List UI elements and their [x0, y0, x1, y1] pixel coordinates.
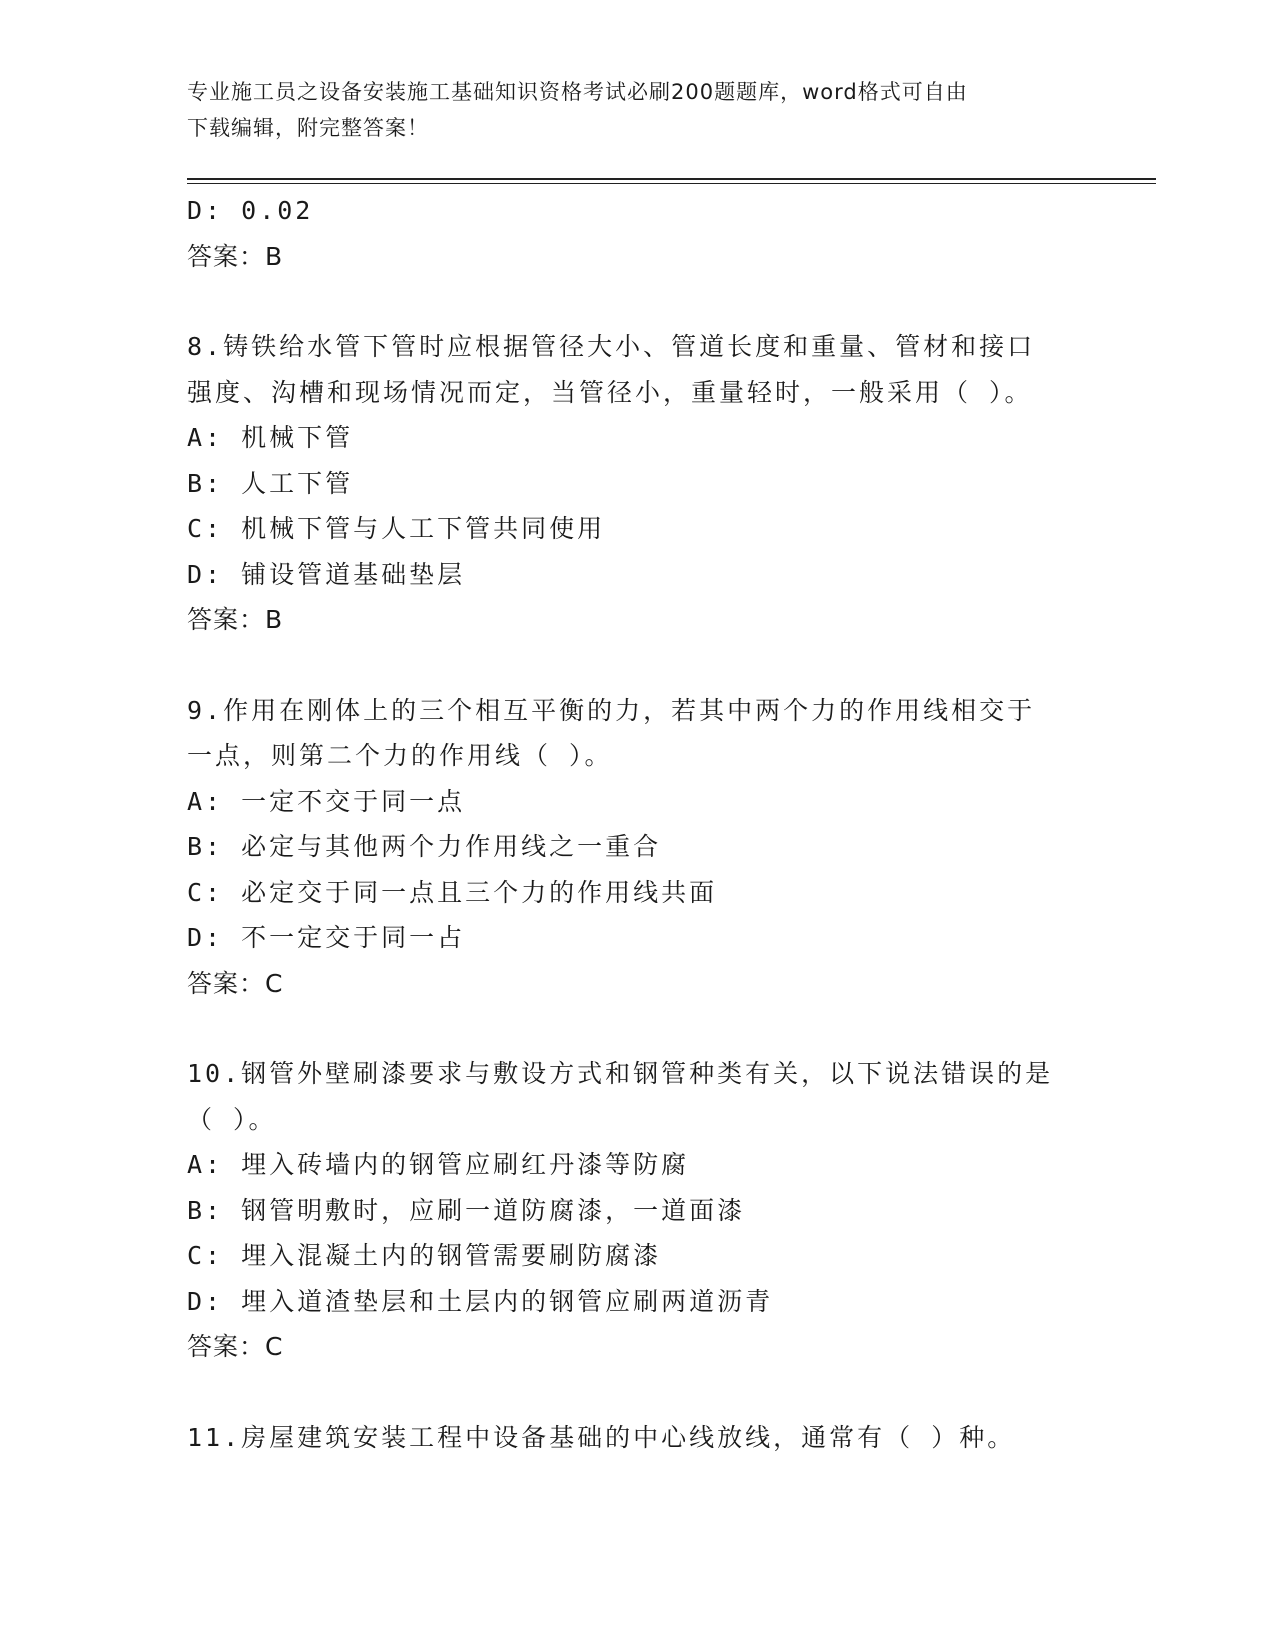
q10-option-a: A: 埋入砖墙内的钢管应刷红丹漆等防腐: [187, 1150, 690, 1179]
question-11: [187, 1415, 1087, 1461]
q8-stem-line-1: 8.铸铁给水管下管时应根据管径大小、管道长度和重量、管材和接口: [187, 332, 1036, 361]
q8-option-c: C: 机械下管与人工下管共同使用: [187, 514, 606, 543]
header-line-2: 下载编辑，附完整答案！: [187, 116, 429, 140]
q10-stem-line-2: （ ）。: [187, 1104, 277, 1134]
page-header: [187, 74, 1067, 146]
spacer: [187, 279, 1087, 324]
q10-option-c: C: 埋入混凝土内的钢管需要刷防腐漆: [187, 1241, 662, 1270]
q9-option-b: B: 必定与其他两个力作用线之一重合: [187, 832, 662, 861]
question-8: [187, 324, 1087, 643]
q10-answer: 答案：C: [187, 1332, 284, 1361]
q9-option-a: A: 一定不交于同一点: [187, 786, 466, 816]
q8-option-d: D: 铺设管道基础垫层: [187, 559, 466, 589]
q8-answer: 答案：B: [187, 605, 284, 634]
q9-option-d: D: 不一定交于同一占: [187, 923, 466, 952]
q8-stem-line-2: 强度、沟槽和现场情况而定，当管径小，重量轻时，一般采用（ ）。: [187, 377, 1033, 407]
spacer: [187, 643, 1087, 688]
header-line-1: 专业施工员之设备安装施工基础知识资格考试必刷200题题库，word格式可自由: [187, 80, 968, 104]
spacer: [187, 1006, 1087, 1051]
q10-stem-line-1: 10.钢管外壁刷漆要求与敷设方式和钢管种类有关，以下说法错误的是: [187, 1059, 1054, 1088]
q11-stem-line-1: 11.房屋建筑安装工程中设备基础的中心线放线，通常有（ ）种。: [187, 1422, 1016, 1452]
q9-stem-line-2: 一点，则第二个力的作用线（ ）。: [187, 741, 613, 770]
header-rule-thick: [187, 178, 1156, 180]
q10-option-b: B: 钢管明敷时，应刷一道防腐漆，一道面漆: [187, 1195, 746, 1225]
q10-option-d: D: 埋入道渣垫层和土层内的钢管应刷两道沥青: [187, 1286, 774, 1316]
q9-stem-line-1: 9.作用在刚体上的三个相互平衡的力，若其中两个力的作用线相交于: [187, 695, 1036, 725]
q9-answer: 答案：C: [187, 968, 284, 998]
q9-option-c: C: 必定交于同一点且三个力的作用线共面: [187, 877, 718, 907]
spacer: [187, 1370, 1087, 1415]
question-9: [187, 688, 1087, 1007]
prev-option-d: D: 0.02: [187, 196, 314, 225]
prev-answer: 答案：B: [187, 241, 284, 271]
header-rule-thin: [187, 183, 1156, 184]
question-content: [187, 188, 1087, 1460]
q8-option-a: A: 机械下管: [187, 423, 354, 452]
q8-option-b: B: 人工下管: [187, 468, 354, 498]
question-10: [187, 1051, 1087, 1370]
